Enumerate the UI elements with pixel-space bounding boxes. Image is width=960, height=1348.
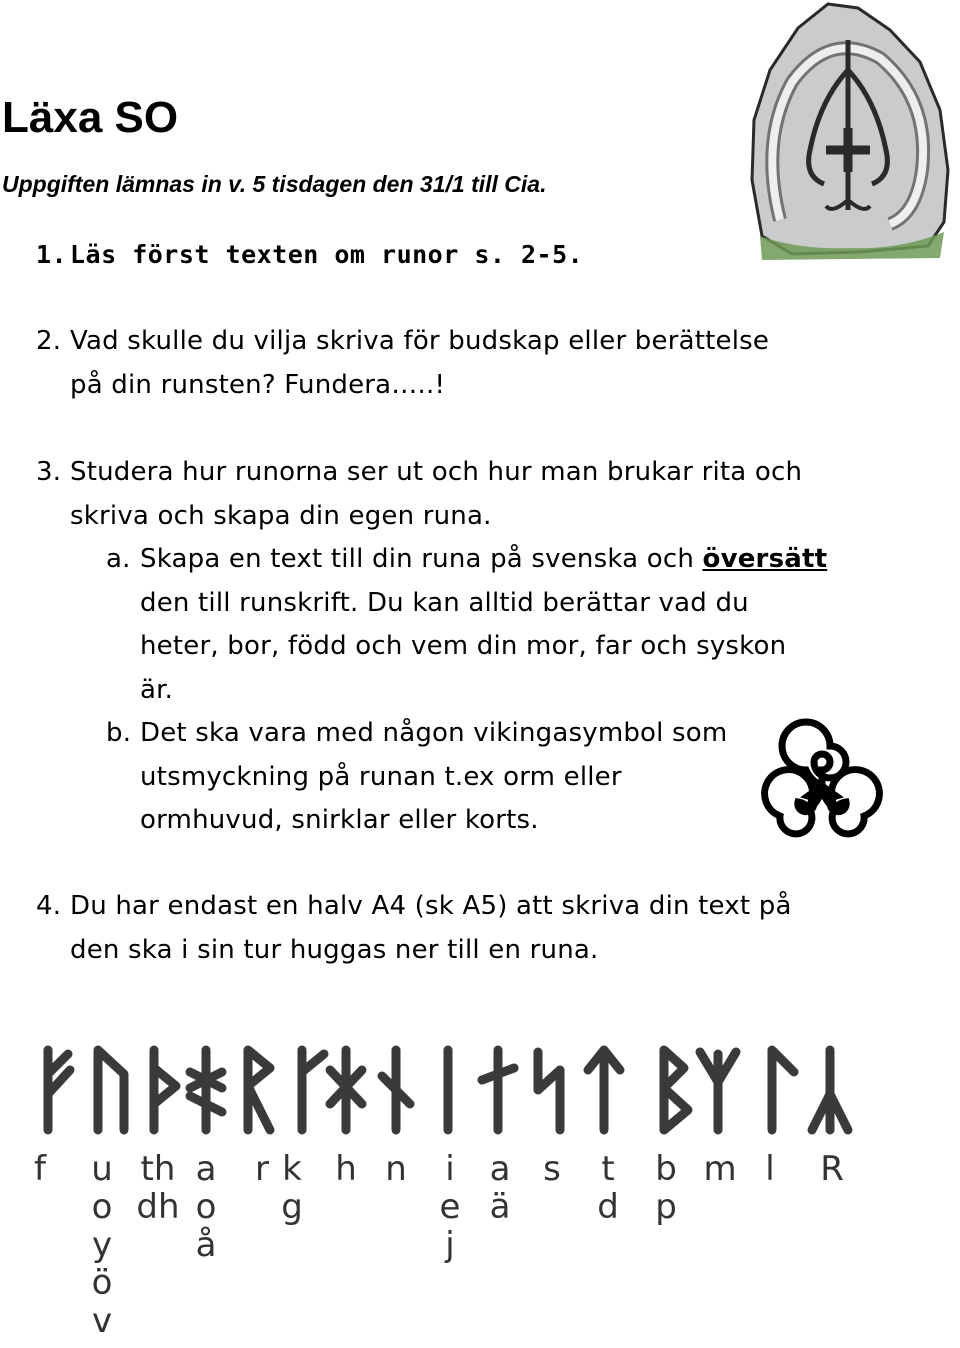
task-text: Vad skulle du vilja skriva för budskap eller berättelse [70, 326, 770, 356]
rune-letter: j [445, 1225, 455, 1265]
rune-t [588, 1050, 620, 1130]
rune-th [154, 1050, 176, 1130]
subtask-text: heter, bor, född och vem din mor, far och syskon [140, 631, 787, 661]
task-number: 4. [36, 891, 62, 921]
rune-m [700, 1052, 736, 1130]
rune-letter: l [765, 1149, 775, 1189]
rune-letter: u [91, 1149, 113, 1189]
task-text: på din runsten? Fundera…..! [70, 369, 446, 400]
rune-letter: e [439, 1187, 461, 1227]
rune-letter: d [597, 1187, 619, 1227]
triskele-icon [744, 712, 900, 860]
rune-l [772, 1050, 794, 1130]
rune-letter: th [140, 1149, 176, 1189]
rune-letter: f [34, 1149, 46, 1189]
rune-letter: a [489, 1149, 511, 1189]
rune-letter: k [282, 1149, 302, 1189]
rune-letter: R [820, 1149, 844, 1189]
rune-letter: s [543, 1149, 561, 1189]
task-text: skriva och skapa din egen runa. [70, 500, 492, 531]
task-number: 1. [36, 240, 68, 269]
rune-R [812, 1050, 848, 1130]
rune-letter: o [195, 1187, 217, 1227]
rune-letter: dh [136, 1187, 180, 1227]
task-1 [36, 238, 583, 272]
page-title: Läxa SO [2, 93, 179, 142]
subtask-text: är. [140, 674, 174, 705]
rune-letter: ä [489, 1187, 511, 1227]
rune-a [190, 1050, 222, 1130]
rune-letter: a [195, 1149, 217, 1189]
rune-k [302, 1050, 324, 1130]
task-text: Studera hur runorna ser ut och hur man brukar rita och [70, 457, 803, 487]
rune-letter: t [601, 1149, 615, 1189]
subtask-text: den till runskrift. Du kan alltid berättar vad du [140, 587, 749, 618]
rune-letter: ö [91, 1263, 113, 1303]
rune-h [330, 1050, 362, 1130]
rune-r [248, 1050, 270, 1130]
subtask-text: Skapa en text till din runa på svenska och [140, 544, 695, 574]
rune-letter: y [91, 1225, 113, 1265]
rune-f [48, 1050, 70, 1130]
task-2 [36, 320, 769, 407]
task-3a [106, 538, 827, 712]
subtask-text: Det ska vara med någon vikingasymbol som [140, 718, 728, 748]
rune-letter: n [385, 1149, 407, 1189]
subtask-text: utsmyckning på runan t.ex orm eller [140, 761, 622, 792]
emphasized-word: översätt [702, 544, 828, 574]
runestone-image [740, 0, 955, 265]
subtask-label: a. [106, 544, 131, 574]
rune-letter: å [195, 1225, 217, 1265]
task-number: 2. [36, 326, 62, 356]
rune-letter: o [91, 1187, 113, 1227]
latin-transliterations [34, 1149, 844, 1341]
rune-row [48, 1050, 848, 1130]
task-text: den ska i sin tur huggas ner till en runa. [70, 934, 599, 965]
task-text: Läs först texten om runor s. 2-5. [70, 240, 584, 269]
task-3 [36, 451, 802, 538]
rune-letter: v [91, 1301, 113, 1341]
task-text: Du har endast en halv A4 (sk A5) att skriva din text på [70, 891, 792, 921]
rune-letter: b [655, 1149, 677, 1189]
rune-u [98, 1050, 124, 1130]
task-3b [106, 712, 727, 843]
rune-letter: m [703, 1149, 737, 1189]
subtask-text: ormhuvud, snirklar eller korts. [140, 805, 539, 835]
rune-letter: i [445, 1149, 455, 1189]
due-date-note: Uppgiften lämnas in v. 5 tisdagen den 31/1 till Cia. [2, 171, 547, 197]
rune-n [382, 1050, 410, 1130]
rune-letter: p [655, 1187, 677, 1227]
futhark-alphabet [0, 1030, 960, 1348]
rune-letter: g [281, 1187, 303, 1227]
task-number: 3. [36, 457, 62, 487]
rune-b [664, 1050, 688, 1130]
subtask-label: b. [106, 718, 132, 748]
task-4 [36, 885, 792, 972]
rune-s [538, 1052, 560, 1130]
rune-letter: r [255, 1149, 269, 1189]
rune-a2 [482, 1050, 514, 1130]
rune-letter: h [335, 1149, 357, 1189]
